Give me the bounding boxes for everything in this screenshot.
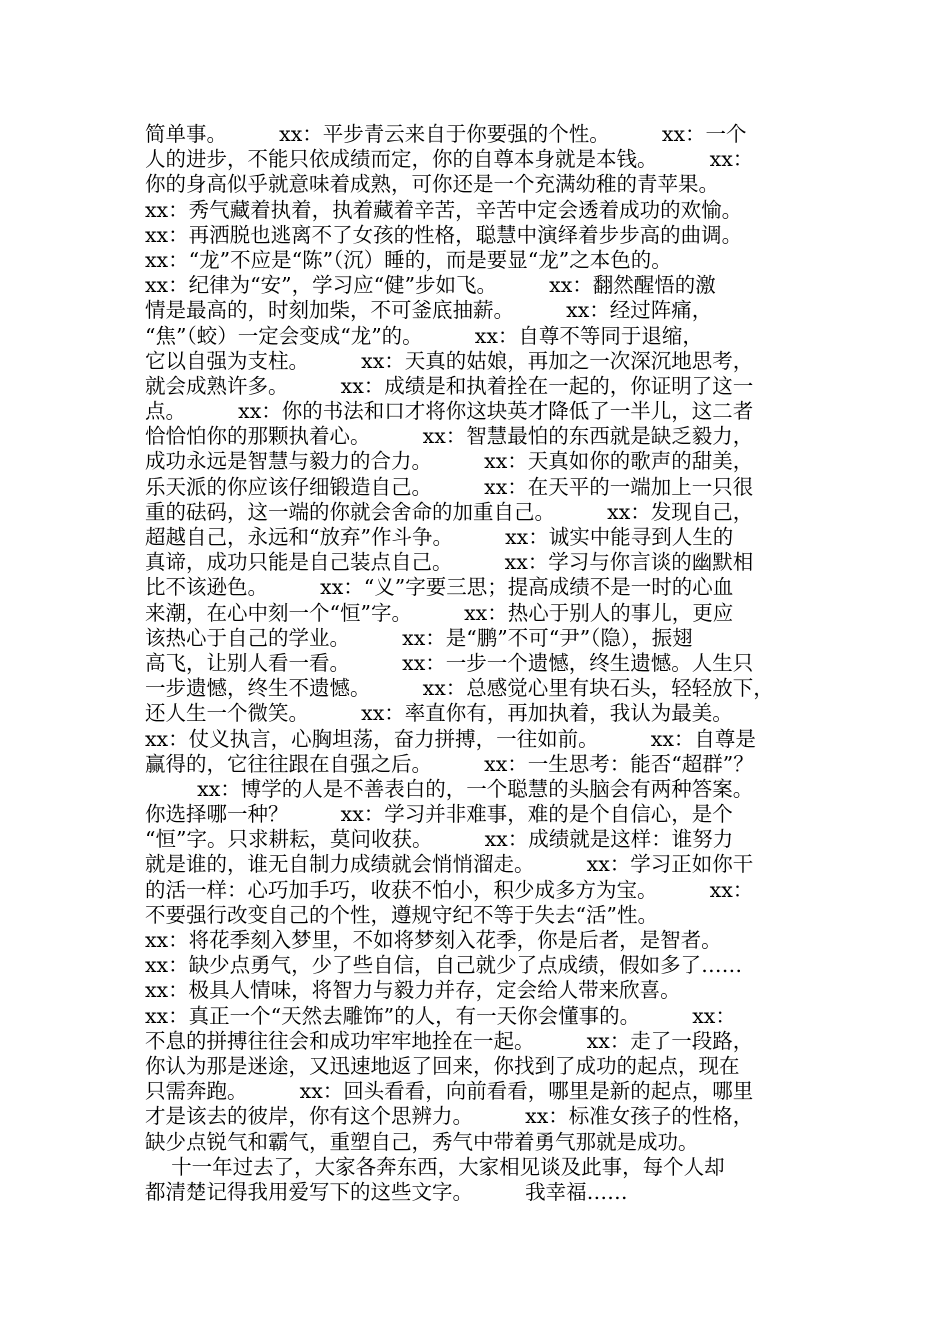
- text-line: 还人生一个微笑。 xx：率直你有，再加执着，我认为最美。: [145, 701, 733, 726]
- text-line: 点。 xx：你的书法和口才将你这块英才降低了一半儿，这二者: [145, 399, 754, 424]
- text-line: 一步遗憾，终生不遗憾。 xx：总感觉心里有块石头，轻轻放下，: [145, 676, 774, 701]
- text-line: 乐天派的你应该仔细锻造自己。 xx：在天平的一端加上一只很: [145, 474, 754, 499]
- text-line: xx：真正一个“天然去雕饰”的人，有一天你会懂事的。 xx：: [145, 1003, 736, 1028]
- text-line: xx：将花季刻入梦里，不如将梦刻入花季，你是后者，是智者。: [145, 928, 722, 952]
- text-line: 你选择哪一种？ xx：学习并非难事，难的是个自信心，是个: [145, 802, 733, 827]
- text-line: “恒”字。只求耕耘，莫问收获。 xx：成绩就是这样：谁努力: [145, 827, 734, 852]
- text-line: xx：再洒脱也逃离不了女孩的性格，聪慧中演绎着步步高的曲调。: [145, 222, 743, 247]
- text-line: 的活一样：心巧加手巧，收获不怕小，积少成多方为宝。 xx：: [145, 877, 754, 902]
- text-line: 不息的拼搏往往会和成功牢牢地拴在一起。 xx：走了一段路，: [145, 1028, 754, 1053]
- text-line: 才是该去的彼岸，你有这个思辨力。 xx：标准女孩子的性格，: [145, 1104, 754, 1129]
- text-line: 不要强行改变自己的个性，遵规守纪不等于失去“活”性。: [145, 902, 658, 927]
- text-line: 都清楚记得我用爱写下的这些文字。 我幸福……: [145, 1179, 628, 1204]
- text-line: 来潮，在心中刻一个“恒”字。 xx：热心于别人的事儿，更应: [145, 600, 734, 625]
- text-line: xx：缺少点勇气，少了些自信，自己就少了点成绩，假如多了……: [145, 953, 743, 978]
- text-line: 就是谁的，谁无自制力成绩就会悄悄溜走。 xx：学习正如你干: [145, 852, 754, 877]
- text-line: xx：纪律为“安”，学习应“健”步如飞。 xx：翻然醒悟的激: [145, 273, 716, 298]
- text-line: 只需奔跑。 xx：回头看看，向前看看，哪里是新的起点，哪里: [145, 1079, 754, 1104]
- text-line: 简单事。 xx：平步青云来自于你要强的个性。 xx：一个: [145, 122, 747, 146]
- text-line: 人的进步，不能只依成绩而定，你的自尊本身就是本钱。 xx：: [145, 147, 754, 172]
- text-line: 真谛，成功只能是自己装点自己。 xx：学习与你言谈的幽默相: [145, 550, 754, 575]
- text-line: 超越自己，永远和“放弃”作斗争。 xx：诚实中能寻到人生的: [145, 525, 734, 549]
- text-line: “焦”（蛟）一定会变成“龙”的。 xx：自尊不等同于退缩，: [145, 323, 703, 348]
- text-line: 你认为那是迷途，又迅速地返了回来，你找到了成功的起点，现在: [145, 1053, 740, 1078]
- text-line: 成功永远是智慧与毅力的合力。 xx：天真如你的歌声的甜美，: [145, 449, 754, 474]
- text-line: 赢得的，它往往跟在自强之后。 xx：一生思考：能否“超群”？: [145, 751, 754, 776]
- text-line: xx：秀气藏着执着，执着藏着辛苦，辛苦中定会透着成功的欢愉。: [145, 197, 743, 222]
- text-line: 它以自强为支柱。 xx：天真的姑娘，再加之一次深沉地思考，: [145, 348, 754, 373]
- text-line: 高飞，让别人看一看。 xx：一步一个遗憾，终生遗憾。人生只: [145, 650, 754, 675]
- text-line: 恰恰怕你的那颗执着心。 xx：智慧最怕的东西就是缺乏毅力，: [145, 424, 754, 449]
- text-line: 比不该逊色。 xx：“义”字要三思；提高成绩不是一时的心血: [145, 575, 734, 600]
- text-line: 重的砝码，这一端的你就会舍命的加重自己。 xx：发现自己，: [145, 499, 754, 524]
- text-line: 情是最高的，时刻加柴，不可釜底抽薪。 xx：经过阵痛，: [145, 298, 713, 323]
- text-line: 该热心于自己的学业。 xx：是“鹏”不可“尹”（隐），振翅: [145, 625, 693, 650]
- text-line: 就会成熟许多。 xx：成绩是和执着拴在一起的，你证明了这一: [145, 373, 754, 398]
- text-line: 十一年过去了，大家各奔东西，大家相见谈及此事，每个人却: [145, 1154, 725, 1179]
- text-line: xx：博学的人是不善表白的，一个聪慧的头脑会有两种答案。: [145, 776, 754, 801]
- text-line: xx：仗义执言，心胸坦荡，奋力拼搏，一往如前。 xx：自尊是: [145, 726, 756, 751]
- body-text: [145, 122, 825, 1205]
- text-line: 你的身高似乎就意味着成熟，可你还是一个充满幼稚的青苹果。: [145, 172, 719, 197]
- text-line: xx：极具人情味，将智力与毅力并存，定会给人带来欣喜。: [145, 978, 681, 1003]
- text-line: 缺少点锐气和霸气，重塑自己，秀气中带着勇气那就是成功。: [145, 1129, 699, 1154]
- text-line: xx：“龙”不应是“陈”（沉）睡的，而是要显“龙”之本色的。: [145, 247, 672, 272]
